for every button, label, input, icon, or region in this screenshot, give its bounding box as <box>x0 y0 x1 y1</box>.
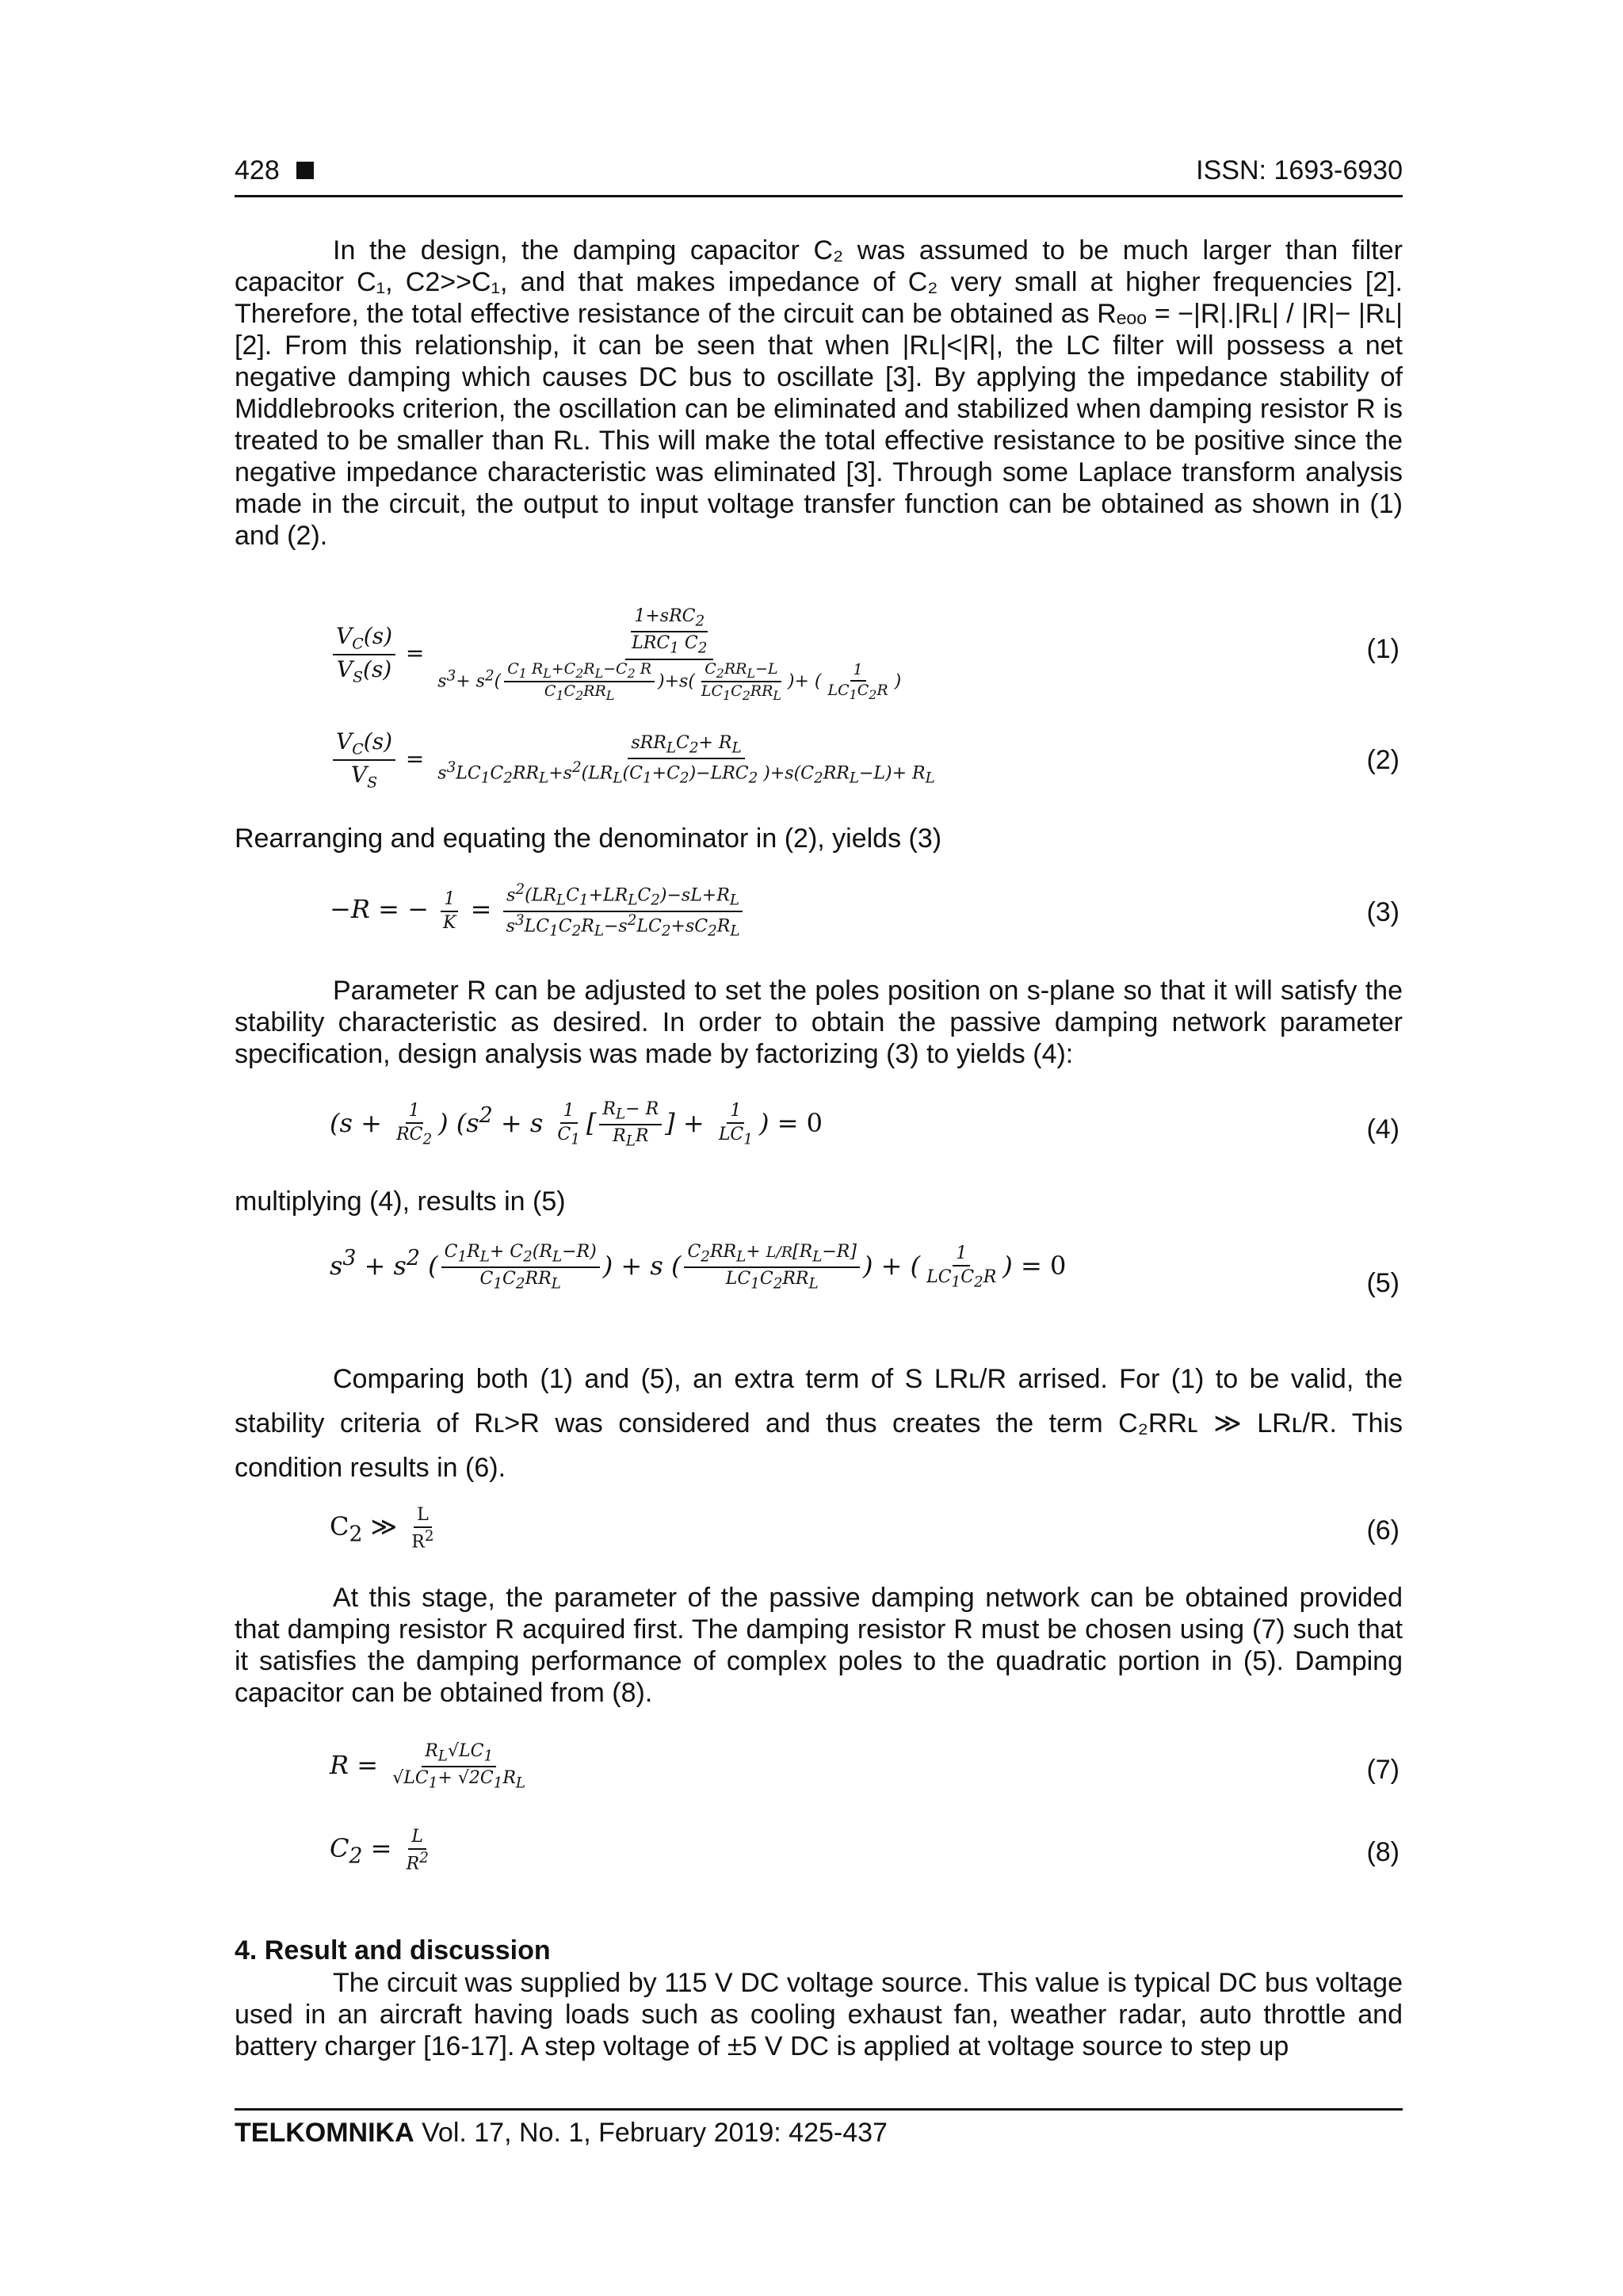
paragraph-text: At this stage, the parameter of the passive damping network can be obtained provided that damping resistor R acquired first. The damping resistor R must be chosen using (7) such that it satisfies the damping performance of complex poles to the quadratic portion in (5). Damping capacitor can be obtained from (8). <box>235 1583 1403 1708</box>
paragraph-text: multiplying (4), results in (5) <box>235 1186 566 1217</box>
paragraph-6 <box>235 1582 1403 1709</box>
equation-5-formula: $s^3 + s^2$ ( $\frac{C_1R_L+ C_2(R_L-R)}{C_1C_2RR_L}$ ) + s ( $\frac{C_2RR_L+ L/R[R_L-R]}{LC_1C_2RR_L}$ ) + ( $\frac{1}{LC_1C_2R}$ ) = 0 <box>330 1242 1067 1293</box>
paragraph-1 <box>235 235 1403 552</box>
section-heading: 4. Result and discussion <box>235 1935 551 1966</box>
equation-number: (7) <box>1366 1755 1400 1785</box>
paragraph-text: In the design, the damping capacitor C₂ was assumed to be much larger than filter capacitor C₁, C2>>C₁, and that makes impedance of C₂ very small at higher frequencies [2]. Therefore, the total effective resistance of the circuit can be obtained as Rₑₒₒ = −|R|.|Rʟ| / |R|− |Rʟ| [2]. From this relationship, it can be seen that when |Rʟ|<|R|, the LC filter will possess a net negative damping which causes DC bus to oscillate [3]. By applying the impedance stability of Middlebrooks criterion, the oscillation can be eliminated and stabilized when damping resistor R is treated to be smaller than Rʟ. This will make the total effective resistance to be positive since the negative impedance characteristic was eliminated [3]. Through some Laplace transform analysis made in the circuit, the output to input voltage transfer function can be obtained as shown in (1) and (2). <box>235 235 1403 551</box>
equation-6 <box>235 1504 1403 1568</box>
paragraph-2 <box>235 823 1403 854</box>
equation-6-formula: $C_2$ ≫ $\frac{L}{R^2}$ <box>330 1505 434 1552</box>
equation-8-formula: $C_2$ = $\frac{L}{R^2}$ <box>330 1827 429 1874</box>
equation-5 <box>235 1241 1403 1328</box>
paragraph-text: The circuit was supplied by 115 V DC voltage source. This value is typical DC bus voltage used in an aircraft having loads such as cooling exhaust fan, weather radar, auto throttle and battery charger [16-17]. A step voltage of ±5 V DC is applied at voltage source to step up <box>235 1968 1403 2061</box>
paragraph-text: Parameter R can be adjusted to set the poles position on s-plane so that it will satisfy the stability characteristic as desired. In order to obtain the passive damping network parameter specification, design analysis was made by factorizing (3) to yields (4): <box>235 976 1403 1069</box>
equation-4 <box>235 1098 1403 1170</box>
equation-number: (8) <box>1366 1837 1400 1867</box>
equation-2-formula: $\frac{V_C(s)}{V_S}$ = $\frac{sRR_LC_2+ R_L}{s^3LC_1C_2RR_L+s^2(LR_L(C_1+C_2)-LRC_2 )+s(C_2RR_L-L)+ R_L}$ <box>330 728 941 793</box>
equation-number: (1) <box>1366 634 1400 664</box>
equation-3-formula: −R = − $\frac{1}{K}$ = $\frac{s^2(LR_LC_1+LR_LC_2)-sL+R_L}{s^3LC_1C_2R_L-s^2LC_2+sC_2R_L}$ <box>330 881 747 941</box>
equation-4-formula: (s + $\frac{1}{RC_2}$ ) ($s^2 + s$ $\frac{1}{C_1}$ [ $\frac{R_L- R}{R_LR}$ ] + $\frac{1}{LC_1}$ ) = 0 <box>330 1099 823 1150</box>
square-bullet-icon <box>296 162 314 179</box>
page-header <box>235 155 1403 195</box>
equation-7-formula: R = $\frac{R_L√LC_1}{√LC_1+ √2C_1R_L}$ <box>330 1741 526 1792</box>
equation-3 <box>235 881 1403 953</box>
paragraph-7 <box>235 1967 1403 2062</box>
equation-1-formula: $\frac{V_C(s)}{V_S(s)}$ = $\frac{1+sRC_2}{LRC_1 C_2}$ $s^3+ s^2$( $\frac{C_1 R_L+C_2R_L-C_2 R}{C_1C_2RR_L}$ )+s( $\frac{C_2RR_L-L}{LC_1C_2RR_L}$ )+ ( $\frac{1}{LC_1C_2R}$ ) <box>330 606 907 704</box>
equation-number: (2) <box>1366 745 1400 775</box>
paragraph-5 <box>235 1357 1403 1490</box>
equation-number: (3) <box>1366 897 1400 927</box>
issn-label: ISSN: 1693-6930 <box>1196 155 1403 185</box>
journal-citation: Vol. 17, No. 1, February 2019: 425-437 <box>422 2118 888 2148</box>
equation-8 <box>235 1826 1403 1889</box>
paragraph-4 <box>235 1186 1403 1217</box>
header-rule <box>235 195 1403 197</box>
equation-number: (6) <box>1366 1515 1400 1545</box>
equation-2 <box>235 728 1403 799</box>
paragraph-text: Rearranging and equating the denominator in (2), yields (3) <box>235 823 942 854</box>
paragraph-text: Comparing both (1) and (5), an extra term of S LRʟ/R arrised. For (1) to be valid, the stability criteria of Rʟ>R was considered and thus creates the term C₂RRʟ ≫ LRʟ/R. This condition results in (6). <box>235 1364 1403 1483</box>
footer-rule <box>235 2108 1403 2111</box>
equation-7 <box>235 1740 1403 1804</box>
paragraph-3 <box>235 975 1403 1070</box>
equation-number: (4) <box>1366 1114 1400 1144</box>
equation-number: (5) <box>1366 1268 1400 1298</box>
journal-name: TELKOMNIKA <box>235 2118 414 2148</box>
equation-1 <box>235 602 1403 705</box>
page-number: 428 <box>235 155 280 185</box>
page-footer <box>235 2118 888 2149</box>
